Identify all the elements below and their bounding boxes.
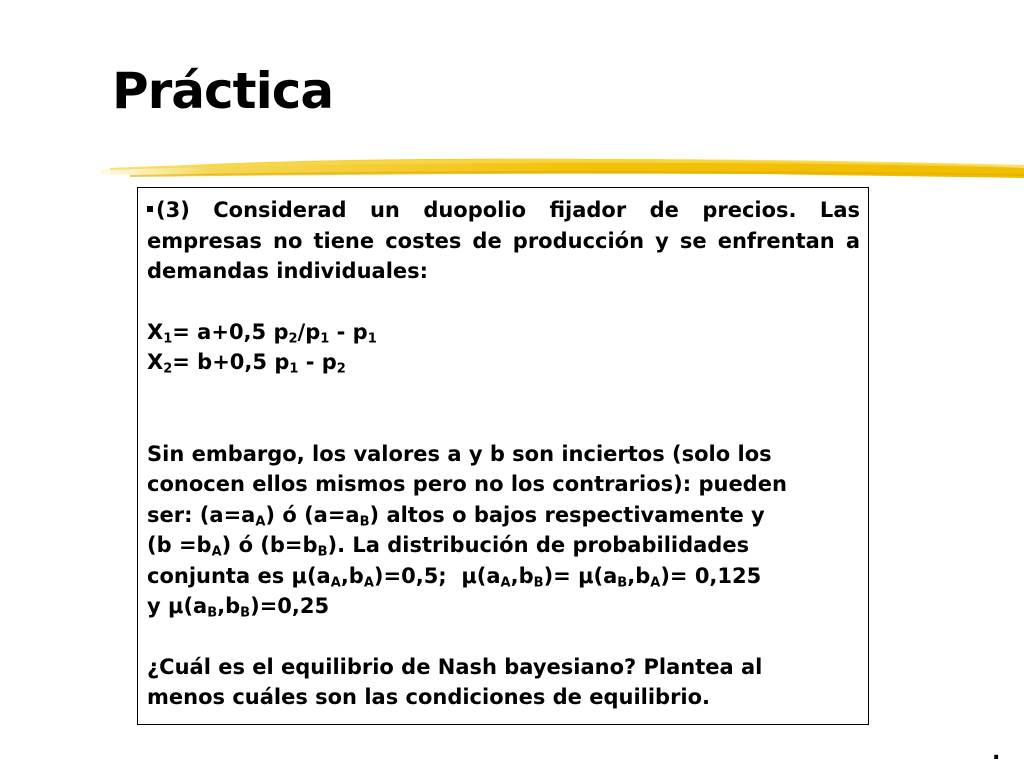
equation-x2: $X_2= b+0,5$ $p_1 - p_2$ [147, 350, 346, 377]
intro-text: (3) Considerad un duopolio fijador de precios. Las empresas no tiene costes de producción y se enfrentan a demandas individuales: [147, 198, 860, 283]
question-paragraph: ¿Cuál es el equilibrio de Nash bayesiano? Plantea al menos cuáles son las condiciones de equilibrio. [147, 654, 763, 709]
uncertainty-paragraph: Sin embargo, los valores a y b son inciertos (solo los conocen ellos mismos pero no los contrarios): pueden ser: $(a=a_A)$ ó $(a=a_B)$ altos o bajos respectivamente y $(b =b_A)$ ó $(b=b_B)$. La distribución de probabilidades conjunta es $\mu(a_A,b_A)=0,5$; $\mu(a_A,b_B)= \mu(a_B,b_A)= 0,125$ y $\mu(a_B,b_B)=0,25$ [147, 441, 787, 621]
intro-paragraph [147, 195, 860, 287]
exercise-box [137, 187, 869, 725]
slide-title: Práctica [112, 62, 334, 120]
square-bullet-icon [147, 206, 153, 212]
yellow-brush-stroke [100, 150, 1024, 184]
equation-x1: $X_1= a+0,5$ $p_2/p_1 - p_1$ [147, 319, 377, 346]
corner-mark: . [992, 740, 1001, 765]
